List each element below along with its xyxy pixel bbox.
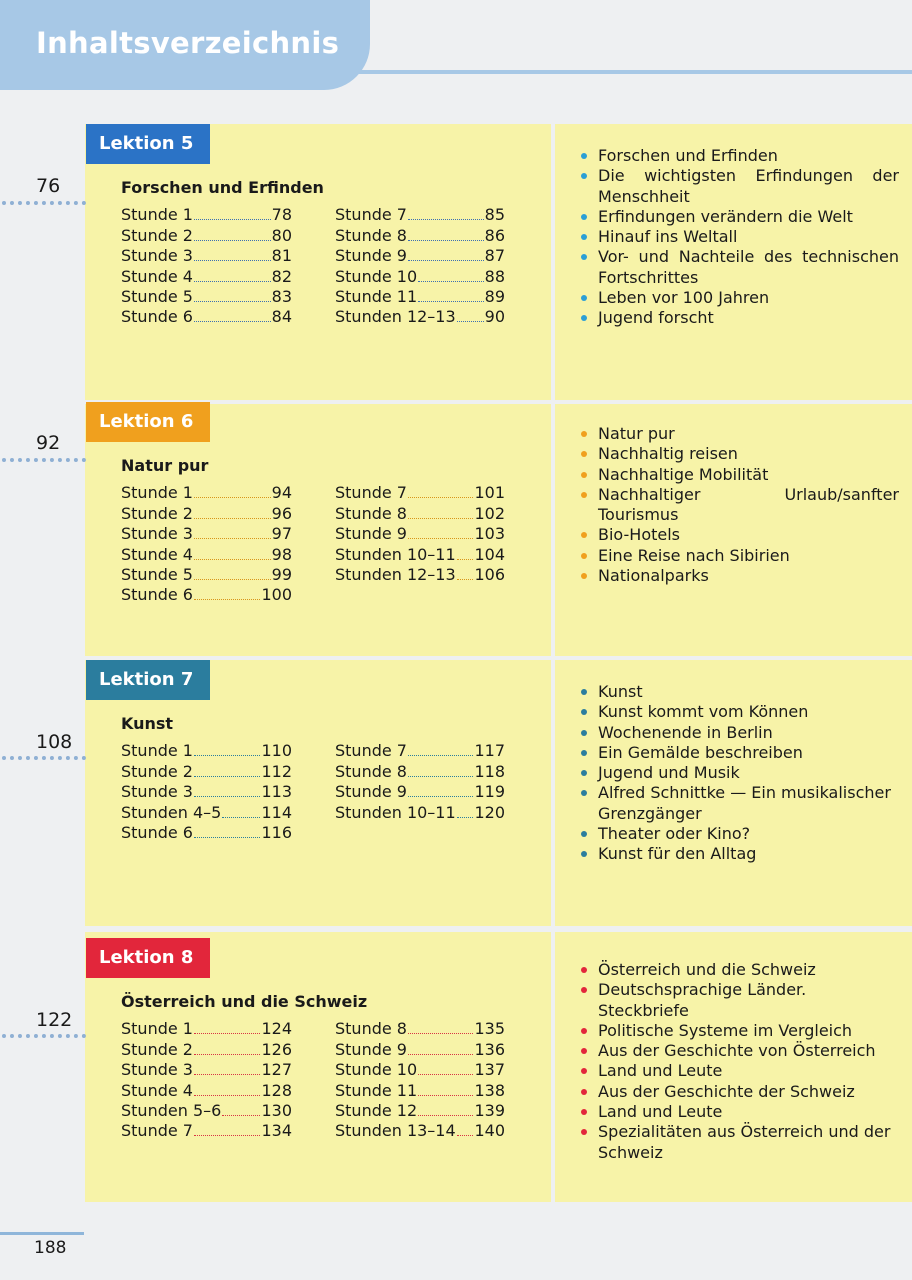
toc-row-label: Stunde 3 xyxy=(121,782,193,802)
leader-dots xyxy=(457,817,474,818)
toc-row-page: 110 xyxy=(261,741,292,761)
toc-row-page: 106 xyxy=(474,564,505,584)
topic-item: Forschen und Erfinden xyxy=(579,146,899,166)
toc-row-page: 81 xyxy=(271,246,292,266)
leader-dots xyxy=(408,240,484,241)
leader-dots xyxy=(194,1033,260,1034)
side-dots xyxy=(2,458,86,462)
footer-rule xyxy=(0,1232,84,1235)
toc-row-label: Stunden 4–5 xyxy=(121,802,222,822)
lesson-badge: Lektion 6 xyxy=(86,402,210,442)
leader-dots xyxy=(194,1135,260,1136)
leader-dots xyxy=(194,1074,260,1075)
toc-row-label: Stunde 7 xyxy=(335,741,407,761)
lesson-start-page: 92 xyxy=(36,432,61,454)
toc-row-page: 89 xyxy=(484,286,505,306)
toc-row-page: 136 xyxy=(474,1039,505,1059)
toc-row-page: 124 xyxy=(261,1019,292,1039)
topic-item: Nationalparks xyxy=(579,566,899,586)
toc-row[interactable] xyxy=(121,523,292,543)
leader-dots xyxy=(408,538,473,539)
toc-row[interactable] xyxy=(335,740,505,760)
lesson-6-topics xyxy=(579,424,899,586)
topic-item: Alfred Schnittke — Ein musikalischer Grenzgänger xyxy=(579,783,899,824)
toc-row-label: Stunde 2 xyxy=(121,503,193,523)
page-number: 188 xyxy=(34,1238,67,1258)
lesson-title: Natur pur xyxy=(121,456,209,475)
toc-row-label: Stunde 4 xyxy=(121,544,193,564)
leader-dots xyxy=(194,559,271,560)
toc-row-page: 98 xyxy=(271,544,292,564)
lesson-badge: Lektion 5 xyxy=(86,124,210,164)
toc-row[interactable] xyxy=(335,265,505,285)
lesson-5-col1 xyxy=(121,204,292,326)
lesson-5-topics xyxy=(579,146,899,329)
toc-row[interactable] xyxy=(121,1079,292,1099)
toc-row-page: 126 xyxy=(261,1039,292,1059)
leader-dots xyxy=(194,219,271,220)
leader-dots xyxy=(408,518,473,519)
toc-row-label: Stunde 2 xyxy=(121,1039,193,1059)
leader-dots xyxy=(418,281,483,282)
leader-dots xyxy=(457,559,474,560)
lesson-badge: Lektion 8 xyxy=(86,938,210,978)
toc-row[interactable] xyxy=(121,564,292,584)
topic-item: Theater oder Kino? xyxy=(579,824,899,844)
toc-row-page: 100 xyxy=(261,585,292,605)
toc-row[interactable] xyxy=(335,286,505,306)
toc-row-label: Stunden 5–6 xyxy=(121,1100,222,1120)
topic-item: Vor- und Nachteile des technischen Fortschrittes xyxy=(579,247,899,288)
toc-row-page: 112 xyxy=(261,761,292,781)
topic-item: Land und Leute xyxy=(579,1061,899,1081)
toc-row-label: Stunde 7 xyxy=(335,483,407,503)
topic-item: Bio-Hotels xyxy=(579,525,899,545)
toc-row[interactable] xyxy=(335,781,505,801)
toc-row[interactable] xyxy=(121,740,292,760)
topic-item: Erfindungen verändern die Welt xyxy=(579,207,899,227)
toc-row[interactable] xyxy=(121,1018,292,1038)
leader-dots xyxy=(194,776,260,777)
toc-row-label: Stunde 3 xyxy=(121,524,193,544)
toc-row-page: 80 xyxy=(271,225,292,245)
leader-dots xyxy=(194,518,271,519)
toc-row-label: Stunde 9 xyxy=(335,246,407,266)
toc-row-page: 82 xyxy=(271,266,292,286)
leader-dots xyxy=(194,301,271,302)
toc-row-label: Stunde 9 xyxy=(335,524,407,544)
topic-item: Kunst xyxy=(579,682,899,702)
toc-row[interactable] xyxy=(335,1059,505,1079)
toc-row[interactable] xyxy=(121,801,292,821)
toc-row-page: 117 xyxy=(474,741,505,761)
toc-row[interactable] xyxy=(335,801,505,821)
leader-dots xyxy=(222,1115,260,1116)
leader-dots xyxy=(418,1074,473,1075)
topic-item: Eine Reise nach Sibirien xyxy=(579,546,899,566)
toc-row-page: 120 xyxy=(474,802,505,822)
toc-row-label: Stunden 13–14 xyxy=(335,1121,456,1141)
toc-row-label: Stunde 2 xyxy=(121,225,193,245)
topic-item: Jugend forscht xyxy=(579,308,899,328)
toc-row-label: Stunde 1 xyxy=(121,205,193,225)
leader-dots xyxy=(408,776,473,777)
toc-row-page: 139 xyxy=(474,1100,505,1120)
toc-row-page: 128 xyxy=(261,1080,292,1100)
toc-row-label: Stunde 8 xyxy=(335,503,407,523)
toc-row-label: Stunde 1 xyxy=(121,483,193,503)
toc-row-label: Stunde 10 xyxy=(335,1060,418,1080)
toc-row-label: Stunde 10 xyxy=(335,266,418,286)
toc-row-page: 134 xyxy=(261,1121,292,1141)
leader-dots xyxy=(418,1095,473,1096)
leader-dots xyxy=(194,240,271,241)
toc-row[interactable] xyxy=(335,306,505,326)
toc-row[interactable] xyxy=(335,482,505,502)
toc-row-label: Stunde 2 xyxy=(121,761,193,781)
leader-dots xyxy=(408,260,484,261)
lesson-start-page: 122 xyxy=(36,1009,73,1031)
toc-row[interactable] xyxy=(335,1018,505,1038)
leader-dots xyxy=(194,497,271,498)
toc-row[interactable] xyxy=(335,224,505,244)
topic-item: Aus der Geschichte von Österreich xyxy=(579,1041,899,1061)
topic-item: Österreich und die Schweiz xyxy=(579,960,899,980)
leader-dots xyxy=(194,796,260,797)
leader-dots xyxy=(194,538,271,539)
toc-row-label: Stunde 9 xyxy=(335,782,407,802)
toc-row-page: 99 xyxy=(271,564,292,584)
toc-row-label: Stunde 11 xyxy=(335,1080,418,1100)
toc-row-page: 87 xyxy=(484,246,505,266)
toc-row-label: Stunde 1 xyxy=(121,1019,193,1039)
leader-dots xyxy=(408,755,473,756)
topic-item: Hinauf ins Weltall xyxy=(579,227,899,247)
toc-row-label: Stunde 9 xyxy=(335,1039,407,1059)
toc-row[interactable] xyxy=(335,1038,505,1058)
toc-row-page: 94 xyxy=(271,483,292,503)
toc-row-label: Stunden 10–11 xyxy=(335,802,456,822)
toc-row-page: 88 xyxy=(484,266,505,286)
toc-row-page: 84 xyxy=(271,307,292,327)
lesson-title: Österreich und die Schweiz xyxy=(121,992,368,1011)
side-dots xyxy=(2,201,86,205)
topic-item: Land und Leute xyxy=(579,1102,899,1122)
toc-row[interactable] xyxy=(121,502,292,522)
toc-row-label: Stunde 8 xyxy=(335,225,407,245)
leader-dots xyxy=(194,1054,260,1055)
leader-dots xyxy=(418,1115,473,1116)
toc-row-label: Stunde 12 xyxy=(335,1100,418,1120)
toc-row-page: 140 xyxy=(474,1121,505,1141)
toc-row-page: 85 xyxy=(484,205,505,225)
lesson-title: Kunst xyxy=(121,714,174,733)
toc-row[interactable] xyxy=(121,781,292,801)
toc-row-label: Stunde 7 xyxy=(121,1121,193,1141)
toc-row-label: Stunde 8 xyxy=(335,1019,407,1039)
lesson-start-page: 76 xyxy=(36,175,61,197)
toc-row-page: 114 xyxy=(261,802,292,822)
leader-dots xyxy=(408,1054,473,1055)
leader-dots xyxy=(222,817,260,818)
topic-item: Natur pur xyxy=(579,424,899,444)
leader-dots xyxy=(194,1095,260,1096)
toc-row[interactable] xyxy=(121,224,292,244)
toc-row[interactable] xyxy=(121,1100,292,1120)
toc-row[interactable] xyxy=(121,306,292,326)
toc-row[interactable] xyxy=(335,760,505,780)
toc-row-label: Stunde 11 xyxy=(335,286,418,306)
toc-row-page: 137 xyxy=(474,1060,505,1080)
toc-row-label: Stunde 3 xyxy=(121,246,193,266)
toc-row-label: Stunden 10–11 xyxy=(335,544,456,564)
leader-dots xyxy=(194,599,260,600)
leader-dots xyxy=(408,219,484,220)
toc-row-label: Stunde 5 xyxy=(121,286,193,306)
toc-row-page: 116 xyxy=(261,822,292,842)
topic-item: Die wichtigsten Erfindungen der Menschheit xyxy=(579,166,899,207)
topic-item: Jugend und Musik xyxy=(579,763,899,783)
toc-row-page: 90 xyxy=(484,307,505,327)
lesson-6-col2 xyxy=(335,482,505,584)
toc-row[interactable] xyxy=(335,564,505,584)
toc-row-page: 83 xyxy=(271,286,292,306)
topic-item: Politische Systeme im Vergleich xyxy=(579,1021,899,1041)
leader-dots xyxy=(194,321,271,322)
leader-dots xyxy=(418,301,483,302)
toc-row-page: 103 xyxy=(474,524,505,544)
toc-row[interactable] xyxy=(121,204,292,224)
toc-row-page: 97 xyxy=(271,524,292,544)
toc-row[interactable] xyxy=(121,245,292,265)
toc-row[interactable] xyxy=(121,760,292,780)
side-dots xyxy=(2,756,86,760)
toc-row[interactable] xyxy=(121,1120,292,1140)
leader-dots xyxy=(457,1135,474,1136)
toc-row-page: 86 xyxy=(484,225,505,245)
toc-row[interactable] xyxy=(335,1079,505,1099)
leader-dots xyxy=(194,260,271,261)
topic-item: Spezialitäten aus Österreich und der Schweiz xyxy=(579,1122,899,1163)
toc-row[interactable] xyxy=(121,584,292,604)
toc-row-page: 113 xyxy=(261,782,292,802)
leader-dots xyxy=(194,837,260,838)
toc-row-page: 102 xyxy=(474,503,505,523)
toc-row-label: Stunden 12–13 xyxy=(335,307,456,327)
topic-item: Nachhaltig reisen xyxy=(579,444,899,464)
toc-row-label: Stunde 3 xyxy=(121,1060,193,1080)
topic-item: Leben vor 100 Jahren xyxy=(579,288,899,308)
toc-row-page: 96 xyxy=(271,503,292,523)
toc-row-label: Stunde 4 xyxy=(121,266,193,286)
lesson-title: Forschen und Erfinden xyxy=(121,178,324,197)
leader-dots xyxy=(408,796,473,797)
header-tab xyxy=(0,0,370,90)
toc-row[interactable] xyxy=(121,482,292,502)
lesson-8-col1 xyxy=(121,1018,292,1140)
toc-row-page: 104 xyxy=(474,544,505,564)
leader-dots xyxy=(457,321,484,322)
side-dots xyxy=(2,1034,86,1038)
toc-row[interactable] xyxy=(121,286,292,306)
lesson-7-col2 xyxy=(335,740,505,822)
toc-row[interactable] xyxy=(121,265,292,285)
toc-row[interactable] xyxy=(121,543,292,563)
toc-row-label: Stunden 12–13 xyxy=(335,564,456,584)
toc-row-page: 118 xyxy=(474,761,505,781)
toc-row-page: 119 xyxy=(474,782,505,802)
toc-row-page: 78 xyxy=(271,205,292,225)
toc-row[interactable] xyxy=(335,523,505,543)
toc-row-label: Stunde 7 xyxy=(335,205,407,225)
lesson-badge: Lektion 7 xyxy=(86,660,210,700)
topic-item: Deutschsprachige Länder. Steckbriefe xyxy=(579,980,899,1021)
toc-row-label: Stunde 5 xyxy=(121,564,193,584)
toc-row[interactable] xyxy=(335,245,505,265)
toc-row-label: Stunde 6 xyxy=(121,585,193,605)
toc-row[interactable] xyxy=(335,543,505,563)
toc-row[interactable] xyxy=(121,1059,292,1079)
toc-row-label: Stunde 6 xyxy=(121,822,193,842)
lesson-5-col2 xyxy=(335,204,505,326)
topic-item: Kunst für den Alltag xyxy=(579,844,899,864)
toc-row-page: 127 xyxy=(261,1060,292,1080)
topic-item: Nachhaltiger Urlaub/sanfter Tourismus xyxy=(579,485,899,526)
leader-dots xyxy=(194,579,271,580)
toc-row[interactable] xyxy=(121,1038,292,1058)
toc-row[interactable] xyxy=(335,204,505,224)
toc-row-label: Stunde 4 xyxy=(121,1080,193,1100)
leader-dots xyxy=(408,1033,473,1034)
topic-item: Wochenende in Berlin xyxy=(579,723,899,743)
toc-row-page: 130 xyxy=(261,1100,292,1120)
lesson-8-topics xyxy=(579,960,899,1163)
page-title: Inhaltsverzeichnis xyxy=(36,26,340,60)
toc-row[interactable] xyxy=(335,1100,505,1120)
leader-dots xyxy=(408,497,473,498)
lesson-7-col1 xyxy=(121,740,292,842)
leader-dots xyxy=(457,579,474,580)
lesson-7-topics xyxy=(579,682,899,865)
lesson-start-page: 108 xyxy=(36,731,73,753)
lesson-8-col2 xyxy=(335,1018,505,1140)
leader-dots xyxy=(194,755,260,756)
topic-item: Ein Gemälde beschreiben xyxy=(579,743,899,763)
toc-row[interactable] xyxy=(335,502,505,522)
topic-item: Kunst kommt vom Können xyxy=(579,702,899,722)
toc-row-label: Stunde 1 xyxy=(121,741,193,761)
toc-row-label: Stunde 6 xyxy=(121,307,193,327)
topic-item: Nachhaltige Mobilität xyxy=(579,465,899,485)
toc-row-page: 138 xyxy=(474,1080,505,1100)
leader-dots xyxy=(194,281,271,282)
toc-row[interactable] xyxy=(121,822,292,842)
header-rule xyxy=(345,70,912,74)
toc-row-page: 101 xyxy=(474,483,505,503)
toc-row-label: Stunde 8 xyxy=(335,761,407,781)
toc-row[interactable] xyxy=(335,1120,505,1140)
topic-item: Aus der Geschichte der Schweiz xyxy=(579,1082,899,1102)
lesson-6-col1 xyxy=(121,482,292,604)
toc-row-page: 135 xyxy=(474,1019,505,1039)
